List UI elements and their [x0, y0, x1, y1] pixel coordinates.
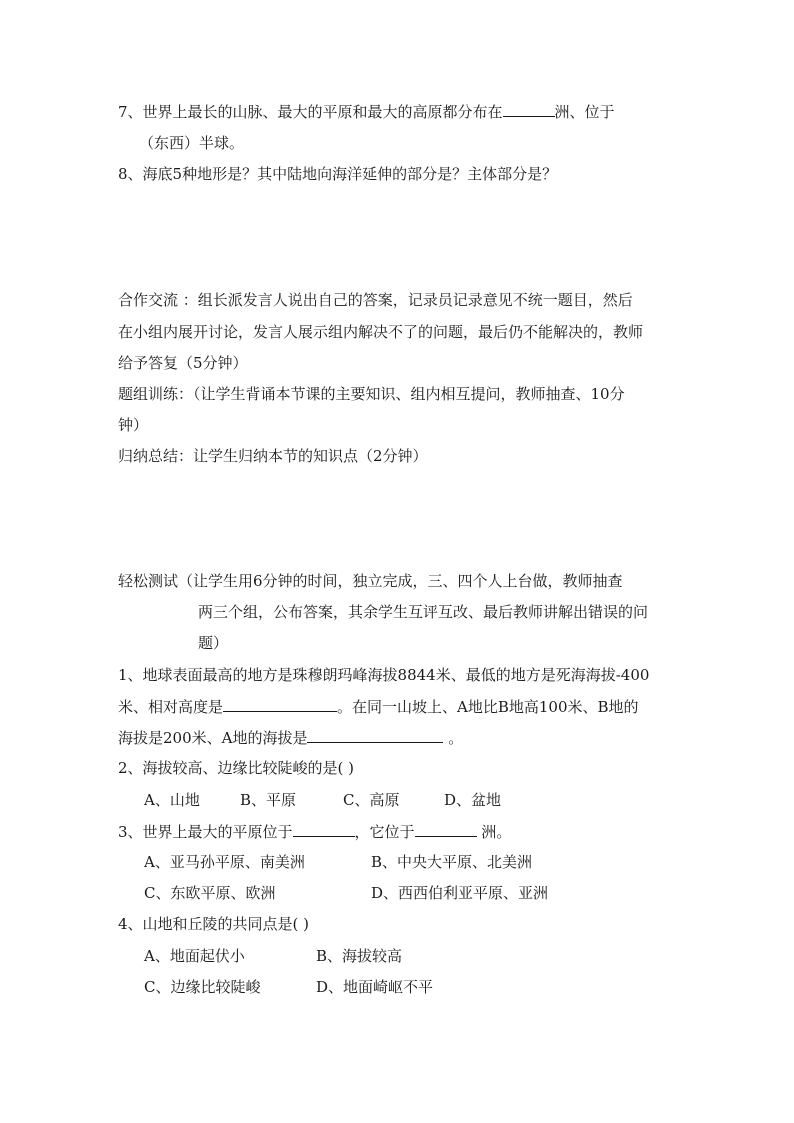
q7-text-a: 7、世界上最长的山脉、最大的平原和最大的高原都分布在 [118, 103, 503, 121]
q1-line-3 [118, 727, 463, 748]
q1-text-b: 。在同一山坡上、A地比B地高100米、B地的 [337, 698, 639, 716]
q3-blank-2 [415, 821, 477, 837]
q3-text-a: 3、世界上最大的平原位于 [118, 823, 293, 841]
q1-text-d: 。 [443, 729, 464, 747]
test-line-3: 题） [198, 634, 229, 652]
q3-options-row-2 [0, 883, 794, 903]
q4-stem: 4、山地和丘陵的共同点是( ) [118, 915, 310, 933]
q4-option-b: B、海拔较高 [316, 947, 403, 965]
q4-options-row-1 [0, 946, 794, 966]
test-line-2: 两三个组，公布答案，其余学生互评互改、最后教师讲解出错误的问 [198, 603, 649, 621]
q3-option-b: B、中央大平原、北美洲 [371, 853, 533, 871]
q1-line-2 [118, 696, 639, 717]
q3-stem [118, 821, 511, 842]
training-line-2: 钟） [118, 416, 149, 434]
q2-option-a: A、山地 [144, 791, 200, 809]
q3-option-d: D、西西伯利亚平原、亚洲 [371, 884, 549, 902]
q3-option-a: A、亚马孙平原、南美洲 [144, 853, 305, 871]
q1-text-c: 海拔是200米、A地的海拔是 [118, 729, 308, 747]
q2-stem: 2、海拔较高、边缘比较陡峻的是( ) [118, 759, 355, 777]
q1-blank-2 [307, 727, 443, 743]
summary-line: 归纳总结：让学生归纳本节的知识点（2分钟） [118, 447, 428, 465]
q4-option-a: A、地面起伏小 [144, 947, 245, 965]
cooperation-line-1: 合作交流 ：组长派发言人说出自己的答案，记录员记录意见不统一题目，然后 [118, 291, 633, 309]
cooperation-line-3: 给予答复（5分钟） [118, 354, 248, 372]
test-text-1: （让学生用6分钟的时间，独立完成，三、四个人上台做，教师抽查 [178, 572, 623, 590]
q4-options-row-2 [0, 977, 794, 997]
q3-text-c: 洲。 [476, 823, 512, 841]
test-label: 轻松测试 [118, 572, 179, 590]
q3-options-row-1 [0, 852, 794, 872]
cooperation-line-2: 在小组内展开讨论，发言人展示组内解决不了的问题，最后仍不能解决的，教师 [118, 323, 644, 341]
test-line-1 [118, 571, 623, 591]
q7-text-b: 洲、位于 [554, 103, 615, 121]
q3-blank-1 [293, 821, 355, 837]
q8-line: 8、海底5种地形是？其中陆地向海洋延伸的部分是？主体部分是？ [118, 165, 558, 183]
q2-options [0, 790, 794, 810]
q7-line-2: （东西）半球。 [139, 134, 245, 152]
q2-option-b: B、平原 [240, 791, 297, 809]
q3-text-b: ，它位于 [354, 823, 415, 841]
q3-option-c: C、东欧平原、欧洲 [144, 884, 276, 902]
q7-blank [503, 101, 555, 117]
q2-option-d: D、盆地 [444, 791, 502, 809]
q7-line-1 [118, 101, 615, 122]
q1-blank-1 [223, 696, 337, 712]
training-line-1: 题组训练：（让学生背诵本节课的主要知识、组内相互提问，教师抽查、10分 [118, 385, 625, 403]
q1-text-a: 米、相对高度是 [118, 698, 224, 716]
q4-option-d: D、地面崎岖不平 [316, 978, 434, 996]
q4-option-c: C、边缘比较陡峻 [144, 978, 261, 996]
q1-line-1: 1、地球表面最高的地方是珠穆朗玛峰海拔8844米、最低的地方是死海海拔-400 [118, 666, 650, 684]
q2-option-c: C、高原 [343, 791, 400, 809]
